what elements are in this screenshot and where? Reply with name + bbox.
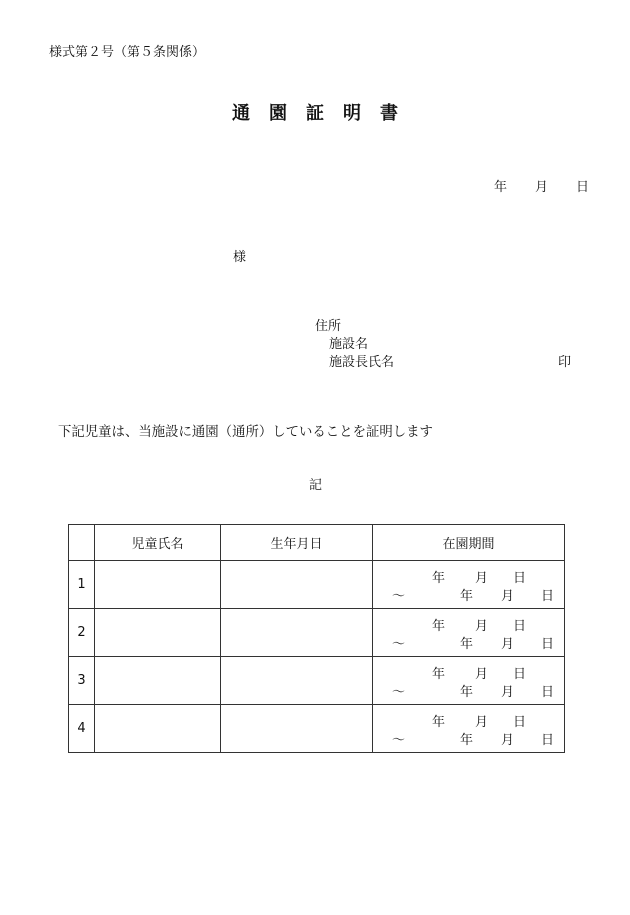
- issue-date-day-label: 日: [576, 180, 590, 195]
- table-row: [69, 609, 565, 657]
- row-number: 3: [69, 657, 95, 705]
- enrollment-period-cell[interactable]: [373, 609, 565, 657]
- birth-date-cell[interactable]: [221, 561, 373, 609]
- form-number: 様式第２号（第５条関係）: [49, 45, 206, 60]
- birth-date-cell[interactable]: [221, 657, 373, 705]
- period-end-month-label: 月: [501, 685, 515, 700]
- period-end-month-label: 月: [501, 733, 515, 748]
- period-start-day-label: 日: [513, 571, 527, 586]
- issuer-director-name-label: 施設長氏名: [329, 355, 395, 370]
- ki-heading: 記: [309, 478, 323, 493]
- table-header-row: [69, 525, 565, 561]
- child-name-cell[interactable]: [95, 705, 221, 753]
- seal-mark: 印: [558, 355, 572, 370]
- period-start-year-label: 年: [432, 619, 446, 634]
- period-start-day-label: 日: [513, 715, 527, 730]
- table-row: [69, 561, 565, 609]
- header-birth-date: 生年月日: [221, 525, 373, 561]
- birth-date-cell[interactable]: [221, 705, 373, 753]
- period-end-day-label: 日: [541, 685, 555, 700]
- document-title: 通園証明書: [232, 103, 417, 124]
- header-enrollment-period: 在園期間: [373, 525, 565, 561]
- child-name-cell[interactable]: [95, 561, 221, 609]
- period-end-month-label: 月: [501, 637, 515, 652]
- period-end-day-label: 日: [541, 733, 555, 748]
- enrollment-table: [68, 524, 565, 753]
- enrollment-period-cell[interactable]: [373, 561, 565, 609]
- period-end-day-label: 日: [541, 637, 555, 652]
- enrollment-period-cell[interactable]: [373, 705, 565, 753]
- period-start-day-label: 日: [513, 619, 527, 634]
- period-end-year-label: 年: [460, 589, 474, 604]
- period-separator: ～: [392, 637, 406, 652]
- period-start-month-label: 月: [475, 715, 489, 730]
- period-start-month-label: 月: [475, 667, 489, 682]
- issuer-address-label: 住所: [315, 319, 342, 334]
- table-row: [69, 705, 565, 753]
- issuer-facility-name-label: 施設名: [329, 337, 369, 352]
- period-start-year-label: 年: [432, 715, 446, 730]
- period-start-year-label: 年: [432, 571, 446, 586]
- period-end-month-label: 月: [501, 589, 515, 604]
- period-start-year-label: 年: [432, 667, 446, 682]
- period-separator: ～: [392, 589, 406, 604]
- period-separator: ～: [392, 733, 406, 748]
- row-number: 2: [69, 609, 95, 657]
- table-row: [69, 657, 565, 705]
- addressee-suffix: 様: [233, 250, 247, 265]
- certification-text: 下記児童は、当施設に通園（通所）していることを証明します: [58, 425, 433, 440]
- period-end-year-label: 年: [460, 637, 474, 652]
- header-child-name: 児童氏名: [95, 525, 221, 561]
- period-start-month-label: 月: [475, 571, 489, 586]
- period-start-month-label: 月: [475, 619, 489, 634]
- period-start-day-label: 日: [513, 667, 527, 682]
- period-end-year-label: 年: [460, 733, 474, 748]
- birth-date-cell[interactable]: [221, 609, 373, 657]
- row-number: 1: [69, 561, 95, 609]
- period-end-year-label: 年: [460, 685, 474, 700]
- enrollment-period-cell[interactable]: [373, 657, 565, 705]
- issue-date-year-label: 年: [494, 180, 508, 195]
- child-name-cell[interactable]: [95, 657, 221, 705]
- child-name-cell[interactable]: [95, 609, 221, 657]
- issue-date-month-label: 月: [535, 180, 549, 195]
- period-separator: ～: [392, 685, 406, 700]
- period-end-day-label: 日: [541, 589, 555, 604]
- header-number: [69, 525, 95, 561]
- row-number: 4: [69, 705, 95, 753]
